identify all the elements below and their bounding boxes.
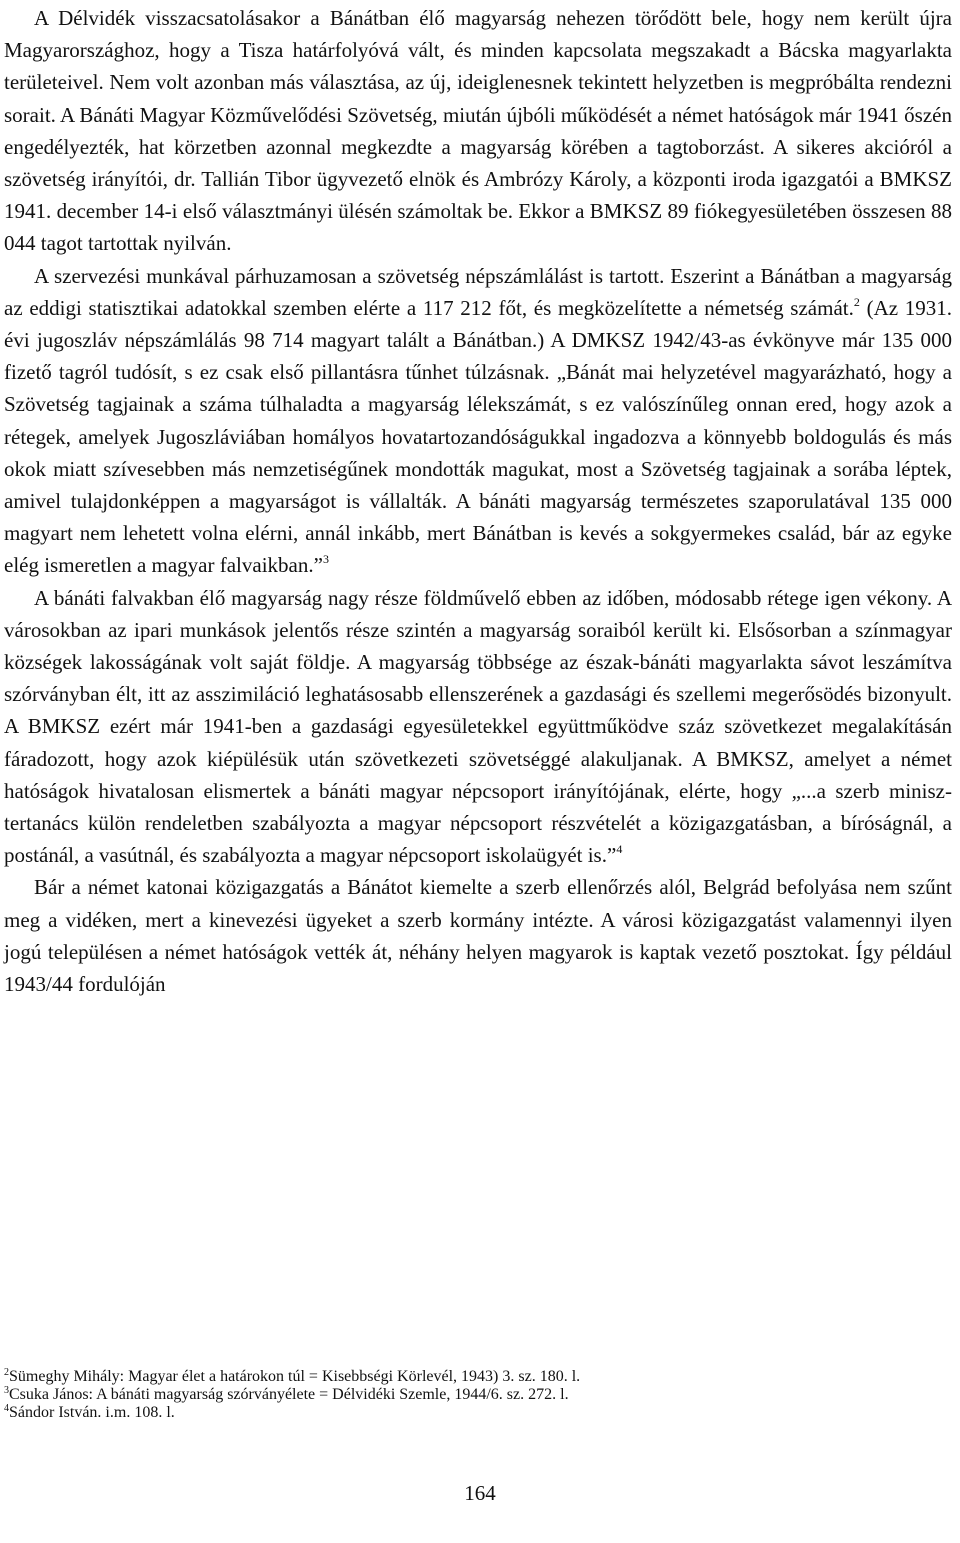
page-number: 164 xyxy=(464,1481,496,1505)
paragraph-2-text-b: (Az 1931. évi jugoszláv népszámlálás 98 714 magyart talált a Bánátban.) A DMKSZ 1942/43-as évkönyve már 135 000 fizető tagról tudósít, s ez csak első pillantásra tűnhet túlzásnak. „Bánát mai helyzetével magyarázható, hogy a Szövetség tagjainak a száma túlhaladta a magyarság lélekszámát, s ez valószínűleg onnan ered, hogy azok a rétegek, amelyek Jugoszláviában homályos hovatartozandóságukkal ingadozva a könnyebb boldogulás és más okok miatt szívesebben más nemzetiségűnek mondották magukat, most a Szövetség tagjainak a sorába léptek, amivel tulajdonképpen a magyarságot is vállalták. A bánáti magyarság természetes szaporulatával 135 000 magyart nem lehetett volna elérni, annál inkább, mert Bánátban is kevés a sokgyermekes család, bár az egyke elég ismeretlen a magyar falvaikban.” xyxy=(4,295,953,578)
footnote-ref-2: 2 xyxy=(853,294,860,309)
paragraph-2-text-a: A szervezési munkával párhuzamosan a szövetség népszámlálást is tartott. Eszerint a Bánátban a magyarság az eddigi statisztikai adatokkal szemben elérte a 117 212 főt, és megközelítette a németség számát. xyxy=(4,263,952,320)
footnotes xyxy=(4,1368,952,1422)
paragraph-1-text: A Délvidék visszacsatolásakor a Bánátban élő magyarság nehezen törődött bele, hogy nem került újra Magyarországhoz, hogy a Tisza határfolyóvá vált, és minden kapcsolata megszakadt a Bácska magyarlakta területeivel. Nem volt azonban más választása, az új, ideiglenesnek tekintett helyzetben is megpróbálta rendezni sorait. A Bánáti Magyar Közművelődési Szövetség, miután újbóli működését a német hatóságok már 1941 őszén engedélyezték, hat körzetben azonnal megkezdte a magyarság körében a tagtoborzást. A sikeres akcióról a szövetség irányítói, dr. Tallián Tibor ügyvezető elnök és Ambrózy Károly, a központi iroda igazgatói a BMKSZ 1941. december 14-i első választmányi ülésén számoltak be. Ekkor a BMKSZ 89 fiókegyesületében összesen 88 044 tagot tartottak nyilván. xyxy=(4,6,952,256)
paragraph-2 xyxy=(4,260,952,582)
footnote-2 xyxy=(4,1368,952,1386)
footnote-text: Sümeghy Mihály: Magyar élet a határokon túl = Kisebbségi Körlevél, 1943) 3. sz. 180. l. xyxy=(9,1368,581,1385)
footnote-number: 4 xyxy=(4,1403,9,1414)
paragraph-3 xyxy=(4,582,952,872)
footnote-number: 2 xyxy=(4,1367,9,1378)
footnote-ref-3: 3 xyxy=(322,552,329,567)
footnote-4 xyxy=(4,1404,952,1422)
footnote-text: Sándor István. i.m. 108. l. xyxy=(9,1404,175,1421)
paragraph-4-text: Bár a német katonai közigazgatás a Bánátot kiemelte a szerb ellenőrzés alól, Belgrád befolyása nem szűnt meg a vidéken, mert a kinevezési ügyeket a szerb kormány intézte. A városi közigazgatást valamennyi ilyen jogú településen a német hatóságok vették át, néhány helyen magyarok is kaptak vezető posztokat. Így például 1943/44 fordulóján xyxy=(4,875,952,997)
paragraph-4 xyxy=(4,871,952,1000)
footnote-number: 3 xyxy=(4,1385,9,1396)
footnote-text: Csuka János: A bánáti magyarság szórványélete = Délvidéki Szemle, 1944/6. sz. 272. l. xyxy=(9,1386,569,1403)
footnote-3 xyxy=(4,1386,952,1404)
paragraph-1 xyxy=(4,2,952,260)
main-text xyxy=(4,2,952,1000)
footnote-ref-4: 4 xyxy=(616,842,623,857)
paragraph-3-text: A bánáti falvakban élő magyarság nagy része földművelő ebben az időben, módosabb rétege igen vékony. A városokban az ipari munkások jelentős része szintén a magyarság soraiból került ki. Elsősorban a színmagyar községek lakosságának volt saját földje. A magyarság többsége az észak-bánáti magyarlakta sávot leszámítva szórványban élt, itt az asszimiláció leghatásosabb ellenszerének a gazdasági és szellemi megerősödés bizonyult. A BMKSZ ezért már 1941-ben a gazdasági egyesületekkel együttműködve száz szövetkezet megalakításán fáradozott, hogy azok kiépülésük után szövetkezeti szövetséggé alakuljanak. A BMKSZ, amelyet a német hatóságok hivatalosan elismertek a bánáti magyar népcsoport irányítójának, elérte, hogy „...a szerb minisztertanács külön rendeletben szabályozta a magyar népcsoport részvételét a közigazgatásban, a bíróságnál, a postánál, a vasútnál, és szabályozta a magyar népcsoport iskolaügyét is.” xyxy=(4,585,952,868)
